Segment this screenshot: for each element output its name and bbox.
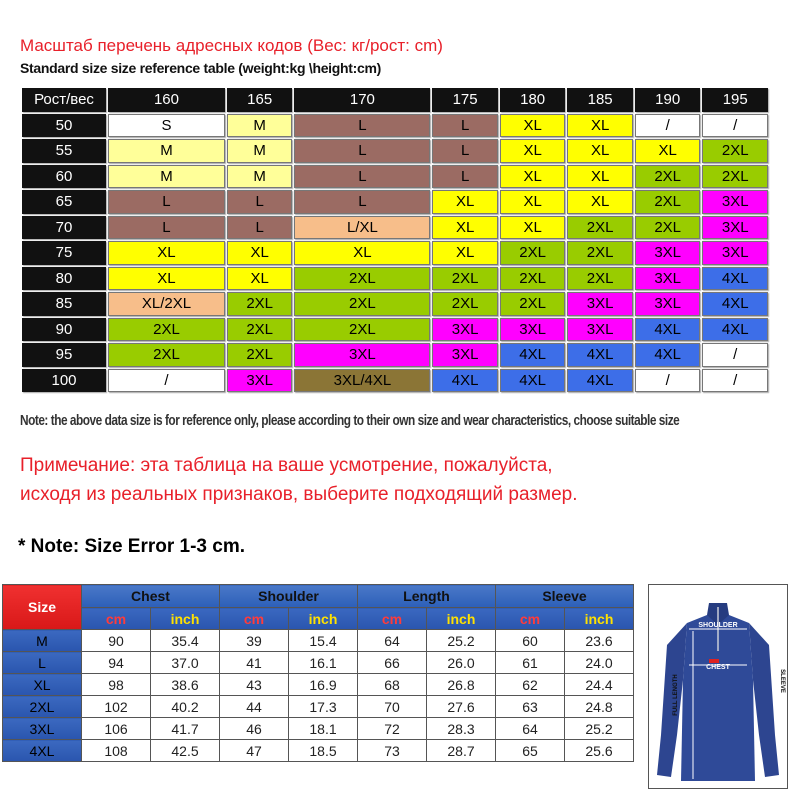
size-error-note: * Note: Size Error 1-3 cm. <box>18 536 246 557</box>
size-cell: 3XL <box>227 369 293 393</box>
height-column-header: 175 <box>432 88 498 112</box>
size-cell: 2XL <box>702 165 768 189</box>
length-header: Length <box>358 585 496 608</box>
grid-row <box>22 318 768 342</box>
measurement-value: 41.7 <box>151 718 220 740</box>
size-cell: L <box>294 139 430 163</box>
measurement-value: 25.2 <box>565 718 634 740</box>
measurement-value: 72 <box>358 718 427 740</box>
measurement-value: 40.2 <box>151 696 220 718</box>
size-cell: L <box>108 216 225 240</box>
measurement-value: 16.9 <box>289 674 358 696</box>
chest-header: Chest <box>82 585 220 608</box>
size-cell: XL <box>567 165 633 189</box>
measurement-value: 61 <box>496 652 565 674</box>
measurement-value: 27.6 <box>427 696 496 718</box>
size-cell: 2XL <box>294 267 430 291</box>
size-label: 4XL <box>3 740 82 762</box>
weight-row-header: 50 <box>22 114 106 138</box>
size-cell: 3XL <box>635 241 701 265</box>
size-cell: 2XL <box>227 343 293 367</box>
size-cell: XL <box>432 241 498 265</box>
weight-row-header: 55 <box>22 139 106 163</box>
size-cell: XL <box>500 139 566 163</box>
size-cell: 2XL <box>635 190 701 214</box>
size-cell: 2XL <box>635 216 701 240</box>
measurement-value: 47 <box>220 740 289 762</box>
size-cell: L <box>108 190 225 214</box>
size-cell: L <box>432 139 498 163</box>
size-cell: 2XL <box>432 292 498 316</box>
size-cell: 2XL <box>227 318 293 342</box>
title-russian: Масштаб перечень адресных кодов (Вес: кг/рост: cm) <box>20 36 443 55</box>
measurement-row <box>3 740 634 762</box>
measurement-value: 25.6 <box>565 740 634 762</box>
measurement-value: 66 <box>358 652 427 674</box>
measurement-value: 63 <box>496 696 565 718</box>
shoulder-header: Shoulder <box>220 585 358 608</box>
size-cell: 2XL <box>432 267 498 291</box>
sleeve-label: SLEEVE <box>779 669 785 693</box>
sweater-image <box>649 585 787 788</box>
size-cell: XL <box>567 139 633 163</box>
measurement-value: 44 <box>220 696 289 718</box>
measurement-row <box>3 630 634 652</box>
measurement-row <box>3 696 634 718</box>
measurement-value: 39 <box>220 630 289 652</box>
grid-row <box>22 369 768 393</box>
height-column-header: 180 <box>500 88 566 112</box>
size-cell: L <box>227 190 293 214</box>
size-cell: XL <box>500 190 566 214</box>
size-cell: 4XL <box>702 292 768 316</box>
size-cell: XL <box>108 241 225 265</box>
measurement-value: 68 <box>358 674 427 696</box>
measurement-value: 70 <box>358 696 427 718</box>
size-cell: XL <box>432 216 498 240</box>
height-column-header: 195 <box>702 88 768 112</box>
length-inch-header: inch <box>427 608 496 630</box>
measurement-value: 17.3 <box>289 696 358 718</box>
size-cell: XL <box>227 267 293 291</box>
measurement-value: 43 <box>220 674 289 696</box>
size-cell: 3XL <box>567 318 633 342</box>
size-cell: 2XL <box>227 292 293 316</box>
weight-row-header: 100 <box>22 369 106 393</box>
sleeve-inch-header: inch <box>565 608 634 630</box>
size-cell: L <box>294 165 430 189</box>
size-cell: M <box>227 114 293 138</box>
measurement-value: 73 <box>358 740 427 762</box>
height-column-header: 160 <box>108 88 225 112</box>
measurement-value: 90 <box>82 630 151 652</box>
measurement-value: 35.4 <box>151 630 220 652</box>
weight-row-header: 65 <box>22 190 106 214</box>
height-column-header: 165 <box>227 88 293 112</box>
size-cell: M <box>227 139 293 163</box>
size-cell: / <box>702 343 768 367</box>
size-cell: 3XL <box>635 267 701 291</box>
size-cell: 2XL <box>567 216 633 240</box>
shoulder-cm-header: cm <box>220 608 289 630</box>
measurement-row <box>3 718 634 740</box>
size-cell: 2XL <box>500 267 566 291</box>
grid-header-row <box>22 88 768 112</box>
length-label: FULL LENGTH <box>673 674 679 716</box>
size-cell: 2XL <box>635 165 701 189</box>
note-russian-line1: Примечание: эта таблица на ваше усмотрение, пожалуйста, <box>20 455 553 476</box>
chest-logo <box>709 659 719 663</box>
measurement-value: 16.1 <box>289 652 358 674</box>
measurement-row <box>3 652 634 674</box>
size-cell: 3XL <box>294 343 430 367</box>
size-cell: 2XL <box>500 292 566 316</box>
size-cell: L <box>294 114 430 138</box>
size-cell: 4XL <box>567 369 633 393</box>
measurement-value: 98 <box>82 674 151 696</box>
size-cell: 2XL <box>294 292 430 316</box>
size-cell: 2XL <box>567 267 633 291</box>
size-cell: 2XL <box>108 318 225 342</box>
size-cell: XL <box>227 241 293 265</box>
shoulder-inch-header: inch <box>289 608 358 630</box>
size-cell: XL <box>108 267 225 291</box>
size-cell: 4XL <box>635 318 701 342</box>
size-cell: XL <box>500 114 566 138</box>
measurement-value: 24.4 <box>565 674 634 696</box>
size-label: 2XL <box>3 696 82 718</box>
measurement-value: 24.8 <box>565 696 634 718</box>
measurement-value: 102 <box>82 696 151 718</box>
size-cell: 3XL <box>702 216 768 240</box>
grid-row <box>22 343 768 367</box>
size-cell: 3XL <box>702 190 768 214</box>
measurement-value: 106 <box>82 718 151 740</box>
size-cell: L <box>432 114 498 138</box>
size-cell: 4XL <box>432 369 498 393</box>
weight-row-header: 60 <box>22 165 106 189</box>
chest-cm-header: cm <box>82 608 151 630</box>
measurement-row <box>3 674 634 696</box>
size-column-header: Size <box>3 585 82 630</box>
size-cell: 3XL <box>432 343 498 367</box>
size-cell: / <box>635 114 701 138</box>
size-cell: 4XL <box>702 267 768 291</box>
size-cell: XL <box>567 114 633 138</box>
size-cell: XL <box>294 241 430 265</box>
shoulder-label: SHOULDER <box>698 622 738 629</box>
measurement-value: 37.0 <box>151 652 220 674</box>
sleeve-cm-header: cm <box>496 608 565 630</box>
height-column-header: 170 <box>294 88 430 112</box>
measurement-value: 65 <box>496 740 565 762</box>
weight-row-header: 70 <box>22 216 106 240</box>
size-cell: 3XL/4XL <box>294 369 430 393</box>
size-cell: XL <box>635 139 701 163</box>
measurement-value: 60 <box>496 630 565 652</box>
height-column-header: 190 <box>635 88 701 112</box>
size-label: L <box>3 652 82 674</box>
grid-row <box>22 267 768 291</box>
measurement-value: 28.3 <box>427 718 496 740</box>
size-cell: M <box>108 165 225 189</box>
weight-row-header: 95 <box>22 343 106 367</box>
grid-row <box>22 292 768 316</box>
size-cell: 2XL <box>108 343 225 367</box>
size-cell: 4XL <box>567 343 633 367</box>
sleeve-header: Sleeve <box>496 585 634 608</box>
size-cell: XL/2XL <box>108 292 225 316</box>
measurement-value: 38.6 <box>151 674 220 696</box>
measurement-value: 64 <box>358 630 427 652</box>
measurement-value: 26.8 <box>427 674 496 696</box>
size-cell: 3XL <box>432 318 498 342</box>
grid-row <box>22 190 768 214</box>
measurement-value: 108 <box>82 740 151 762</box>
grid-row <box>22 139 768 163</box>
note-english: Note: the above data size is for reference only, please according to their own size and wear characteristics, choose suitable size <box>20 412 680 429</box>
weight-row-header: 90 <box>22 318 106 342</box>
measurement-value: 26.0 <box>427 652 496 674</box>
size-cell: / <box>702 369 768 393</box>
size-label: M <box>3 630 82 652</box>
size-cell: M <box>227 165 293 189</box>
size-cell: 3XL <box>635 292 701 316</box>
measurement-value: 18.1 <box>289 718 358 740</box>
measurement-value: 23.6 <box>565 630 634 652</box>
size-reference-table <box>20 86 770 394</box>
measurement-value: 18.5 <box>289 740 358 762</box>
measurement-value: 15.4 <box>289 630 358 652</box>
height-column-header: 185 <box>567 88 633 112</box>
size-cell: / <box>702 114 768 138</box>
garment-illustration <box>648 584 788 789</box>
size-cell: 3XL <box>567 292 633 316</box>
size-cell: 4XL <box>702 318 768 342</box>
weight-row-header: 75 <box>22 241 106 265</box>
size-cell: 4XL <box>500 369 566 393</box>
measurement-value: 41 <box>220 652 289 674</box>
size-cell: 4XL <box>635 343 701 367</box>
measurement-value: 42.5 <box>151 740 220 762</box>
title-english: Standard size size reference table (weight:kg \height:cm) <box>20 60 381 76</box>
size-cell: L/XL <box>294 216 430 240</box>
size-cell: 4XL <box>500 343 566 367</box>
size-cell: S <box>108 114 225 138</box>
measurement-value: 46 <box>220 718 289 740</box>
size-cell: / <box>635 369 701 393</box>
chest-inch-header: inch <box>151 608 220 630</box>
weight-row-header: 80 <box>22 267 106 291</box>
measurement-value: 62 <box>496 674 565 696</box>
size-cell: XL <box>500 216 566 240</box>
grid-corner-label: Рост/вес <box>22 88 106 112</box>
size-label: XL <box>3 674 82 696</box>
size-cell: L <box>227 216 293 240</box>
size-cell: 2XL <box>702 139 768 163</box>
measurement-value: 24.0 <box>565 652 634 674</box>
measurement-value: 94 <box>82 652 151 674</box>
grid-row <box>22 216 768 240</box>
size-cell: / <box>108 369 225 393</box>
measurement-table <box>2 584 634 762</box>
size-cell: L <box>294 190 430 214</box>
size-cell: 2XL <box>500 241 566 265</box>
size-cell: XL <box>432 190 498 214</box>
size-cell: L <box>432 165 498 189</box>
weight-row-header: 85 <box>22 292 106 316</box>
size-cell: 3XL <box>500 318 566 342</box>
chest-label: CHEST <box>706 664 730 671</box>
size-cell: M <box>108 139 225 163</box>
size-cell: 2XL <box>567 241 633 265</box>
size-cell: 2XL <box>294 318 430 342</box>
size-cell: 3XL <box>702 241 768 265</box>
grid-row <box>22 241 768 265</box>
size-cell: XL <box>500 165 566 189</box>
grid-row <box>22 114 768 138</box>
length-cm-header: cm <box>358 608 427 630</box>
measurement-value: 28.7 <box>427 740 496 762</box>
note-russian-line2: исходя из реальных признаков, выберите подходящий размер. <box>20 484 578 505</box>
measurement-value: 64 <box>496 718 565 740</box>
size-label: 3XL <box>3 718 82 740</box>
size-cell: XL <box>567 190 633 214</box>
grid-row <box>22 165 768 189</box>
measurement-value: 25.2 <box>427 630 496 652</box>
